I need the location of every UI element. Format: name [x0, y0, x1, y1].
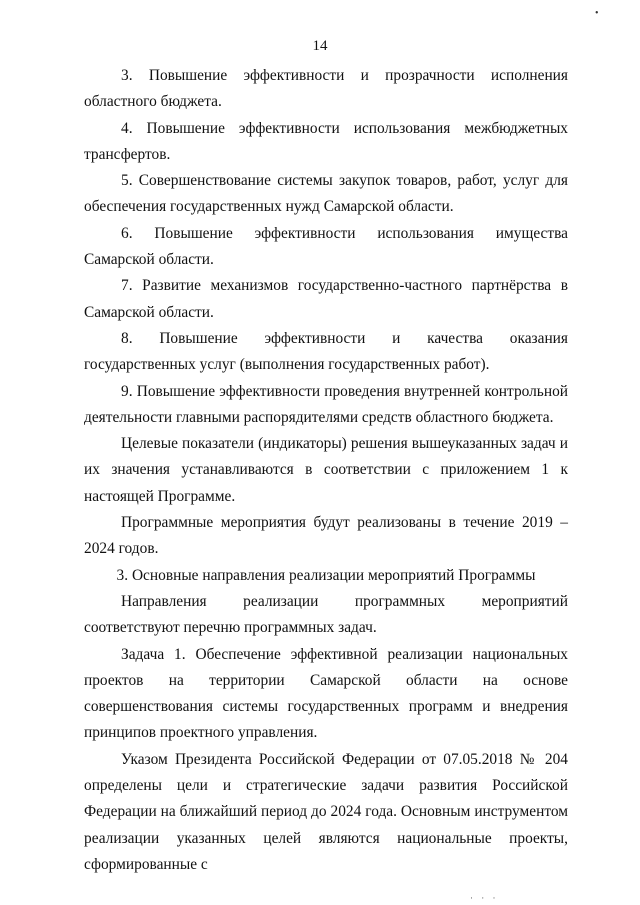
- paragraph-task-4: 4. Повышение эффективности использования межбюджетных трансфертов.: [84, 119, 568, 163]
- paragraph-task-7: 7. Развитие механизмов государственно-частного партнёрства в Самарской области.: [84, 277, 568, 321]
- scan-edge-marks: · · ·: [470, 893, 499, 903]
- section-heading: 3. Основные направления реализации мероприятий Программы: [116, 566, 536, 584]
- page-number: 14: [312, 38, 328, 54]
- paragraph-task-1: Задача 1. Обеспечение эффективной реализации национальных проектов на территории Самарской области на основе совершенствования системы государственных программ и внедрения принципов проектного управления.: [84, 645, 568, 742]
- paragraph-indicators: Целевые показатели (индикаторы) решения вышеуказанных задач и их значения устанавливаются в соответствии с приложением 1 к настоящей Программе.: [84, 435, 568, 505]
- paragraph-task-9: 9. Повышение эффективности проведения внутренней контрольной деятельности главными распорядителями средств областного бюджета.: [84, 382, 568, 426]
- paragraph-task-5: 5. Совершенствование системы закупок товаров, работ, услуг для обеспечения государственных нужд Самарской области.: [84, 172, 568, 216]
- scan-mark: •: [595, 8, 599, 19]
- paragraph-task-6: 6. Повышение эффективности использования имущества Самарской области.: [84, 224, 568, 269]
- paragraph-period: Программные мероприятия будут реализованы в течение 2019 – 2024 годов.: [84, 514, 568, 558]
- paragraph-task-3: 3. Повышение эффективности и прозрачности исполнения областного бюджета.: [84, 67, 568, 111]
- document-body: [84, 63, 568, 878]
- paragraph-directions: Направления реализации программных мероприятий соответствуют перечню программных задач.: [84, 592, 568, 637]
- paragraph-decree: Указом Президента Российской Федерации от 07.05.2018 № 204 определены цели и стратегические задачи развития Российской Федерации на ближайший период до 2024 года. Основным инструментом реализации указанных целей являются национальные проекты, сформированные с: [84, 750, 568, 873]
- paragraph-task-8: 8. Повышение эффективности и качества оказания государственных услуг (выполнения государственных работ).: [84, 329, 568, 374]
